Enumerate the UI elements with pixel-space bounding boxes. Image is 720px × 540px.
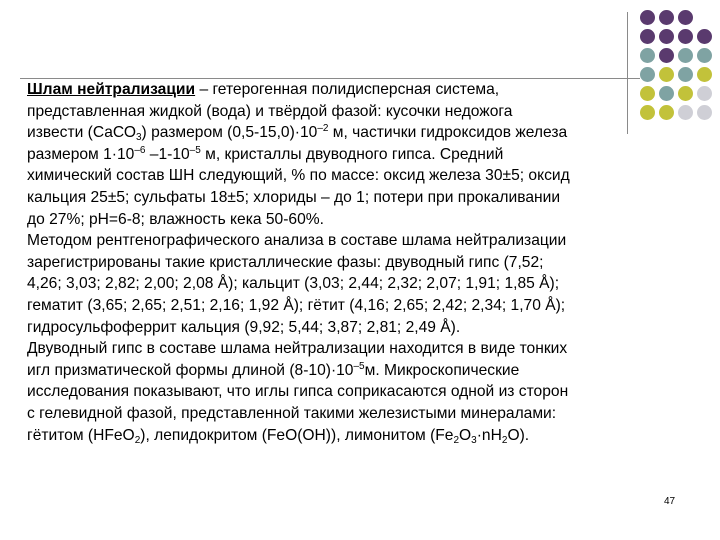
text-line: [27, 79, 659, 101]
decor-dot: [659, 29, 674, 44]
text-line: гематит (3,65; 2,65; 2,51; 2,16; 1,92 Å); гётит (4,16; 2,65; 2,42; 2,34; 1,70 Å);: [27, 296, 566, 314]
decor-dot: [678, 10, 693, 25]
subscript: 2: [501, 434, 508, 446]
decor-dot: [678, 29, 693, 44]
decor-dot: [678, 86, 693, 101]
text-span: O: [459, 426, 472, 444]
text-line: Методом рентгенографического анализа в составе шлама нейтрализации: [27, 232, 567, 250]
superscript: –6: [134, 144, 146, 156]
decor-dot: [640, 48, 655, 63]
subscript: 2: [134, 434, 141, 446]
subscript: 2: [453, 434, 460, 446]
decor-dot: [678, 67, 693, 82]
decor-dot: [659, 67, 674, 82]
superscript: –5: [353, 360, 365, 372]
text-line: до 27%; рН=6-8; влажность кека 50-60%.: [27, 210, 324, 228]
text-span: ) размером (0,5-15,0)·10: [141, 124, 318, 142]
text-line: [27, 122, 659, 144]
superscript: –5: [189, 144, 201, 156]
text-line: гидросульфоферрит кальция (9,92; 5,44; 3,87; 2,81; 2,49 Å).: [27, 318, 461, 336]
decor-dot: [697, 67, 712, 82]
slide-body-text: [27, 79, 659, 446]
text-span: размером 1·10: [27, 145, 135, 163]
text-line: кальция 25±5; сульфаты 18±5; хлориды – до 1; потери при прокаливании: [27, 188, 561, 206]
superscript: –2: [317, 123, 329, 135]
text-span: м, кристаллы двуводного гипса. Средний: [200, 145, 504, 163]
decor-dot: [697, 48, 712, 63]
text-span: игл призматической формы длиной (8-10)·10: [27, 361, 354, 379]
text-line: зарегистрированы такие кристаллические фазы: двуводный гипс (7,52;: [27, 253, 544, 271]
decor-dot: [678, 105, 693, 120]
decor-dot: [640, 29, 655, 44]
text-line: с гелевидной фазой, представленной такими железистыми минералами:: [27, 404, 557, 422]
decor-dot-empty: [697, 10, 712, 25]
text-line: [27, 425, 659, 447]
decor-dot: [697, 105, 712, 120]
text-span: ), лепидокритом (FeO(OH)), лимонитом (Fe: [140, 426, 454, 444]
decor-dot: [659, 86, 674, 101]
text-line: химический состав ШН следующий, % по массе: оксид железа 30±5; оксид: [27, 167, 570, 185]
text-span: ·nH: [476, 426, 502, 444]
text-span: извести (СаСО: [27, 124, 136, 142]
text-span: –1-10: [145, 145, 190, 163]
text-span: O).: [507, 426, 530, 444]
decor-dot: [640, 10, 655, 25]
decor-dot: [697, 29, 712, 44]
text-line: [27, 360, 659, 382]
text-line: Двуводный гипс в составе шлама нейтрализации находится в виде тонких: [27, 340, 568, 358]
text-span: м, частички гидроксидов железа: [328, 124, 568, 142]
subscript: 3: [471, 434, 477, 446]
text-line: 4,26; 3,03; 2,82; 2,00; 2,08 Å); кальцит (3,03; 2,44; 2,32; 2,07; 1,91; 1,85 Å);: [27, 275, 560, 293]
decor-dot: [659, 10, 674, 25]
text-line: [27, 144, 659, 166]
decor-dot: [697, 86, 712, 101]
decor-dot: [678, 48, 693, 63]
page-number: 47: [664, 496, 676, 507]
text-line: исследования показывают, что иглы гипса соприкасаются одной из сторон: [27, 383, 569, 401]
slide-title: Шлам нейтрализации: [27, 81, 196, 98]
text-span: гётитом (НFeO: [27, 426, 135, 444]
text-span: м. Микроскопические: [364, 361, 520, 379]
decor-dot: [659, 105, 674, 120]
text-span: – гетерогенная полидисперсная система,: [195, 81, 500, 98]
decor-dot: [659, 48, 674, 63]
subscript: 3: [135, 132, 142, 144]
text-line: представленная жидкой (вода) и твёрдой фазой: кусочки недожога: [27, 102, 513, 120]
